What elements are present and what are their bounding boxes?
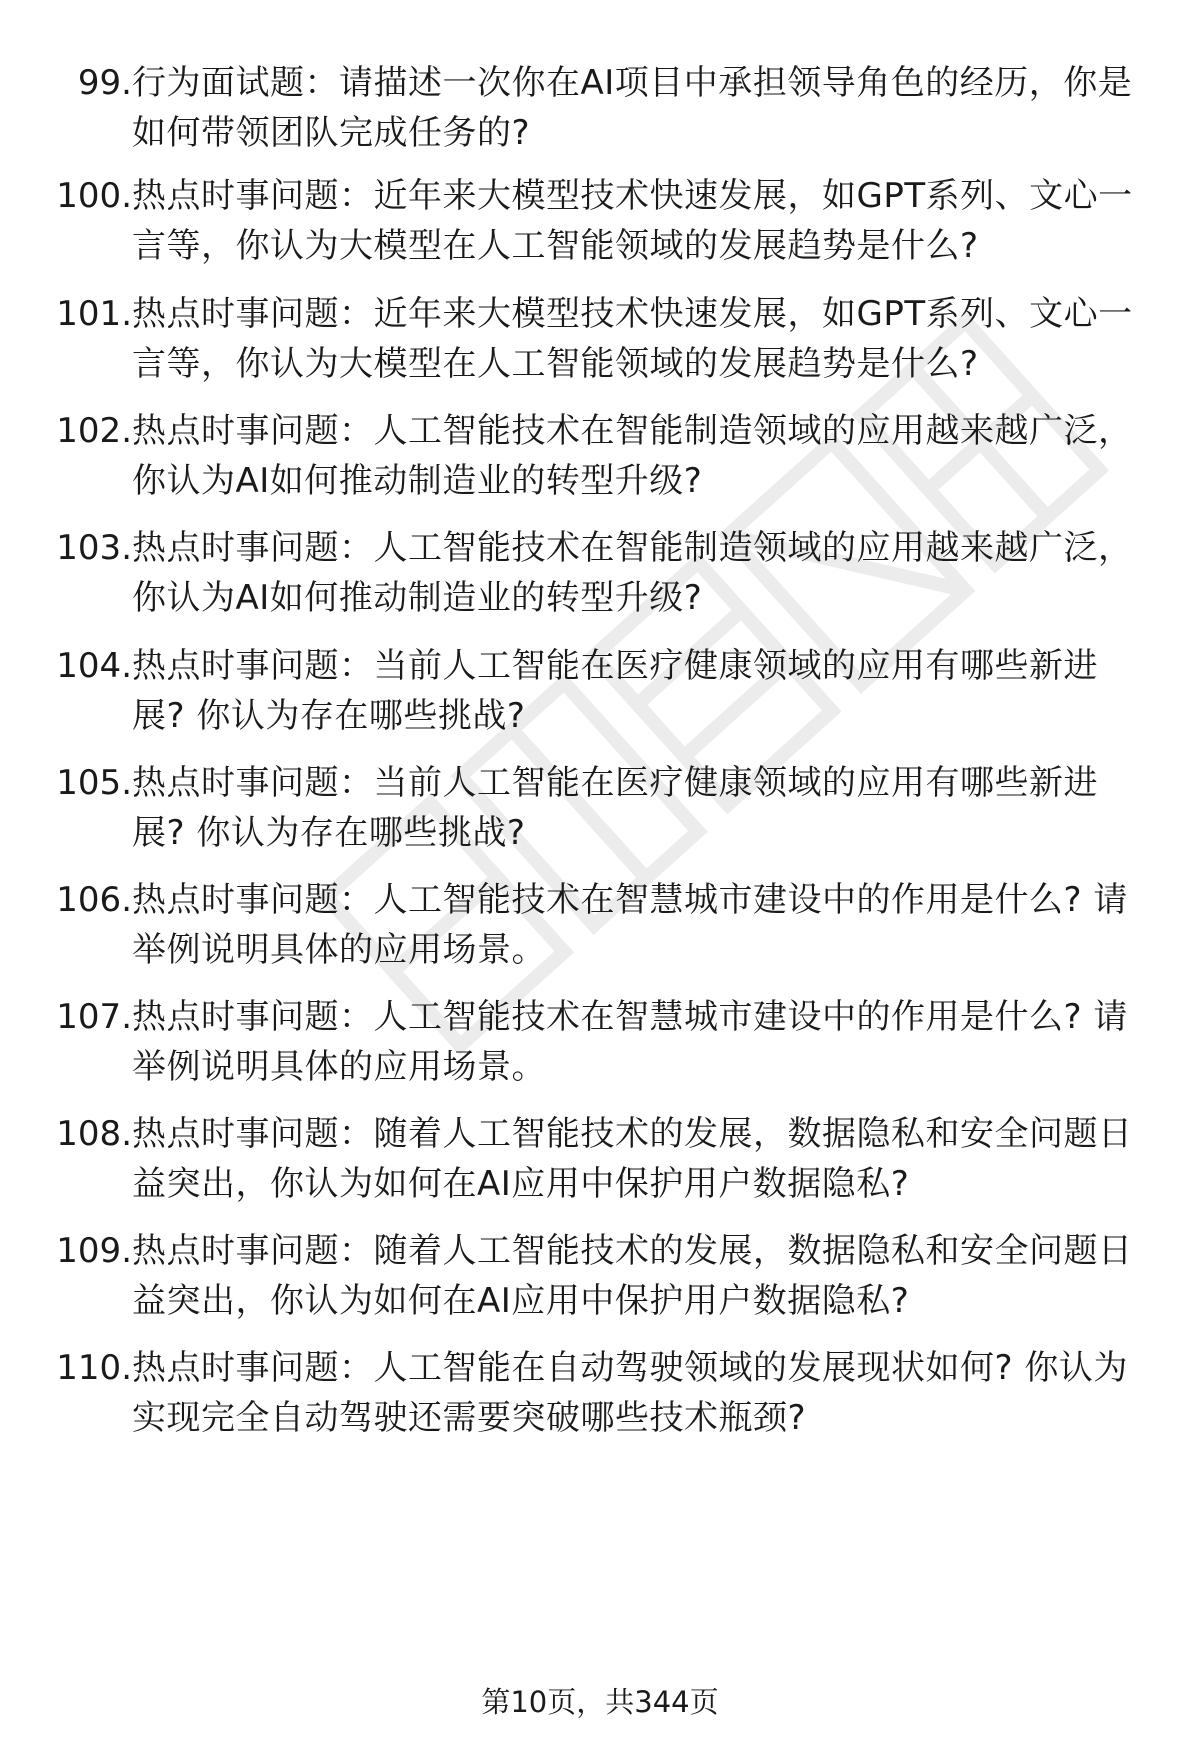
question-text: 热点时事问题：人工智能技术在智能制造领域的应用越来越广泛，你认为AI如何推动制造业的转型升级?: [132, 411, 1133, 501]
question-number: 109.: [56, 1231, 132, 1271]
question-number: 100.: [56, 176, 132, 216]
question-number: 99.: [77, 63, 132, 103]
question-text: 热点时事问题：近年来大模型技术快速发展，如GPT系列、文心一言等，你认为大模型在人工智能领域的发展趋势是什么?: [132, 176, 1133, 266]
question-text: 热点时事问题：当前人工智能在医疗健康领域的应用有哪些新进展? 你认为存在哪些挑战?: [132, 763, 1098, 853]
question-number: 105.: [56, 763, 132, 803]
question-text: 热点时事问题：人工智能技术在智慧城市建设中的作用是什么? 请举例说明具体的应用场景。: [132, 997, 1128, 1087]
question-number: 106.: [56, 880, 132, 920]
question-text: 热点时事问题：当前人工智能在医疗健康领域的应用有哪些新进展? 你认为存在哪些挑战?: [132, 646, 1098, 736]
question-text: 行为面试题：请描述一次你在AI项目中承担领导角色的经历，你是如何带领团队完成任务的?: [132, 63, 1133, 153]
question-number: 102.: [56, 411, 132, 451]
question-text: 热点时事问题：随着人工智能技术的发展，数据隐私和安全问题日益突出，你认为如何在AI应用中保护用户数据隐私?: [132, 1231, 1133, 1321]
question-text: 热点时事问题：人工智能技术在智慧城市建设中的作用是什么? 请举例说明具体的应用场景。: [132, 880, 1128, 970]
question-text: 热点时事问题：近年来大模型技术快速发展，如GPT系列、文心一言等，你认为大模型在人工智能领域的发展趋势是什么?: [132, 294, 1133, 384]
question-number: 110.: [56, 1348, 132, 1388]
question-text: 热点时事问题：人工智能技术在智能制造领域的应用越来越广泛，你认为AI如何推动制造业的转型升级?: [132, 528, 1133, 618]
question-number: 108.: [56, 1114, 132, 1154]
question-number: 104.: [56, 646, 132, 686]
question-text: 热点时事问题：人工智能在自动驾驶领域的发展现状如何? 你认为实现完全自动驾驶还需要突破哪些技术瓶颈?: [132, 1348, 1128, 1438]
question-number: 103.: [56, 528, 132, 568]
page-number: 第10页，共344页: [481, 1685, 719, 1719]
question-number: 107.: [56, 997, 132, 1037]
question-number: 101.: [56, 294, 132, 334]
question-text: 热点时事问题：随着人工智能技术的发展，数据隐私和安全问题日益突出，你认为如何在AI应用中保护用户数据隐私?: [132, 1114, 1133, 1204]
